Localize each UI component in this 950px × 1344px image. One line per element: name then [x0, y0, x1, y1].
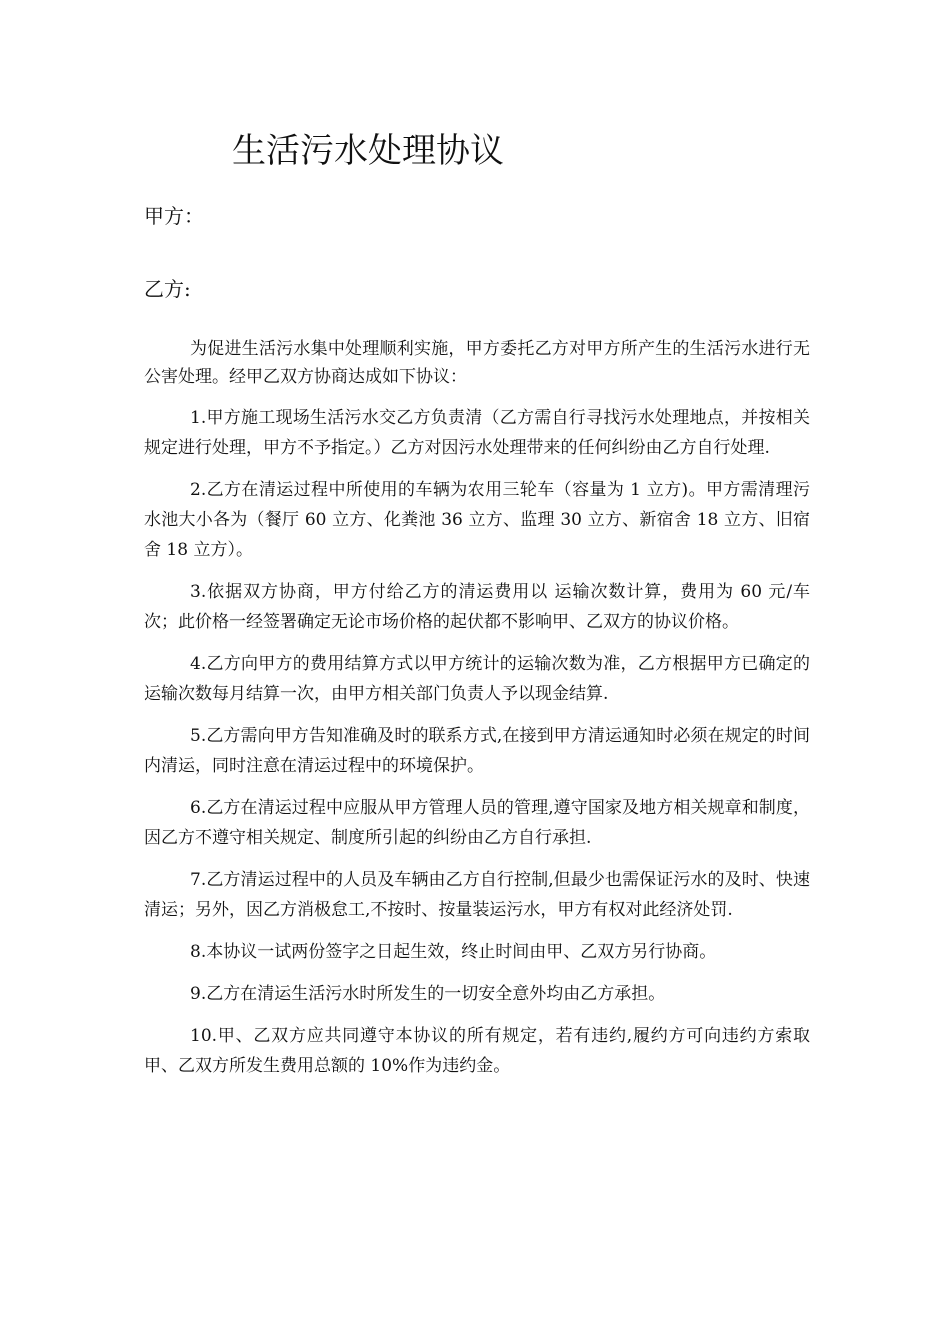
clause-list [144, 403, 810, 1081]
clause-3: 3.依据双方协商，甲方付给乙方的清运费用以 运输次数计算，费用为 60 元/车次；此价格一经签署确定无论市场价格的起伏都不影响甲、乙双方的协议价格。 [144, 582, 810, 632]
clause-4: 4.乙方向甲方的费用结算方式以甲方统计的运输次数为准，乙方根据甲方已确定的运输次数每月结算一次，由甲方相关部门负责人予以现金结算. [144, 654, 810, 704]
clause-1: 1.甲方施工现场生活污水交乙方负责清（乙方需自行寻找污水处理地点，并按相关规定进行处理，甲方不予指定。）乙方对因污水处理带来的任何纠纷由乙方自行处理. [144, 408, 810, 458]
party-b-label: 乙方: [144, 277, 191, 301]
clause-6: 6.乙方在清运过程中应服从甲方管理人员的管理,遵守国家及地方相关规章和制度，因乙方不遵守相关规定、制度所引起的纠纷由乙方自行承担. [144, 798, 810, 848]
clause-7: 7.乙方清运过程中的人员及车辆由乙方自行控制,但最少也需保证污水的及时、快速清运；另外，因乙方消极怠工,不按时、按量装运污水，甲方有权对此经济处罚. [144, 870, 810, 920]
clause-8: 8.本协议一试两份签字之日起生效，终止时间由甲、乙双方另行协商。 [190, 942, 717, 962]
clause-2: 2.乙方在清运过程中所使用的车辆为农用三轮车（容量为 1 立方)。甲方需清理污水池大小各为（餐厅 60 立方、化粪池 36 立方、监理 30 立方、新宿舍 18 立方、旧宿舍 18 立方）。 [144, 480, 810, 560]
clause-10: 10.甲、乙双方应共同遵守本协议的所有规定，若有违约,履约方可向违约方索取甲、乙双方所发生费用总额的 10%作为违约金。 [144, 1026, 810, 1076]
document-title: 生活污水处理协议 [232, 131, 504, 171]
clause-5: 5.乙方需向甲方告知准确及时的联系方式,在接到甲方清运通知时必须在规定的时间内清运，同时注意在清运过程中的环境保护。 [144, 726, 810, 776]
clause-9: 9.乙方在清运生活污水时所发生的一切安全意外均由乙方承担。 [190, 984, 666, 1004]
agreement-intro: 为促进生活污水集中处理顺利实施，甲方委托乙方对甲方所产生的生活污水进行无公害处理。经甲乙双方协商达成如下协议： [144, 339, 810, 387]
party-a-label: 甲方： [144, 204, 204, 228]
document-body [144, 122, 810, 1081]
